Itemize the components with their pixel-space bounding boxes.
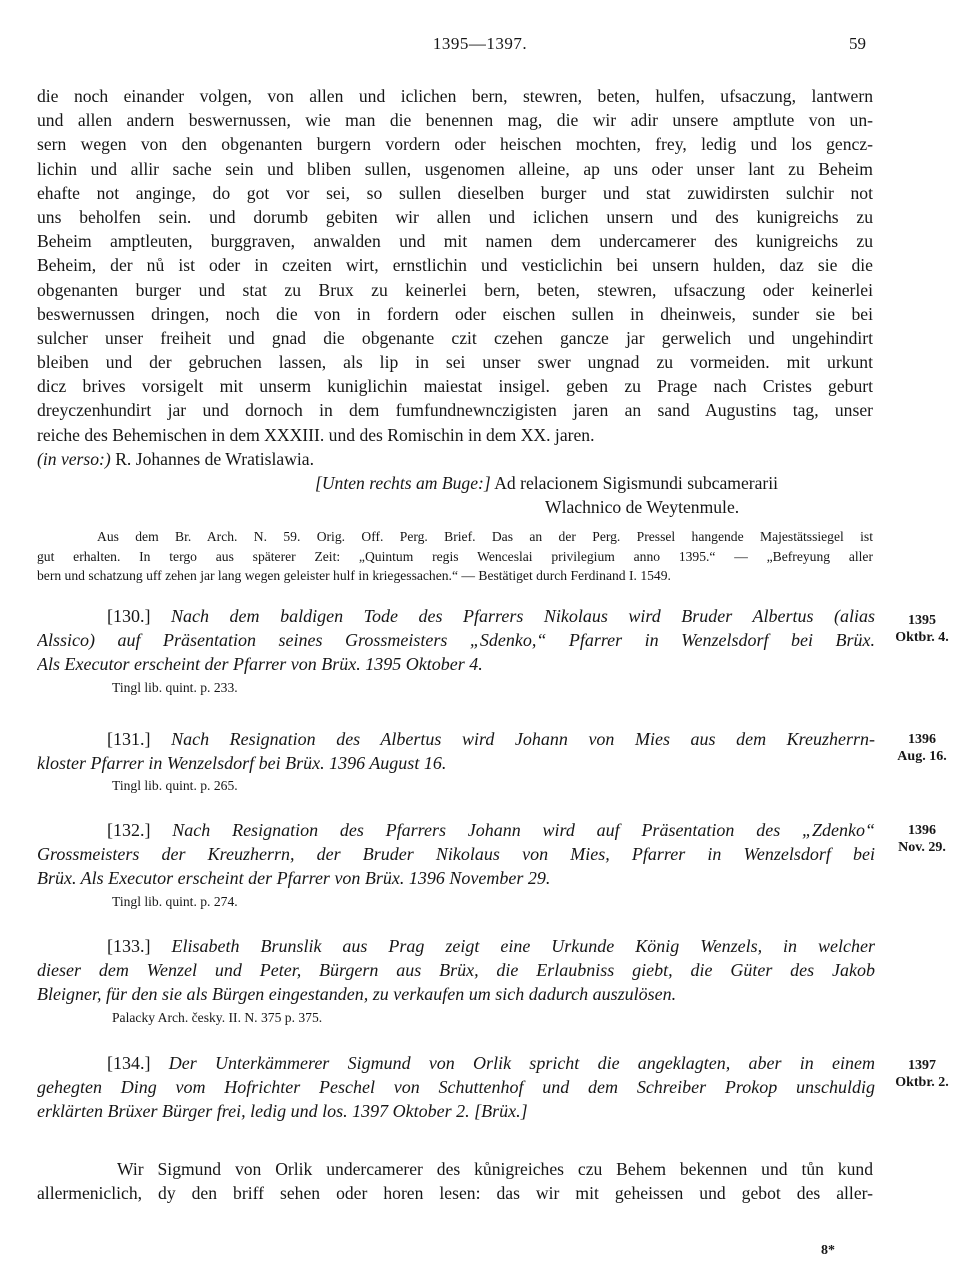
text-line: ehafte not anginge, do got vor sei, so sullen dieselben burger und stat zuwidirsten sulchir not <box>37 182 873 203</box>
regest-line: Als Executor erscheint der Pfarrer von Brüx. 1395 Oktober 4. <box>37 654 483 675</box>
regest-132 <box>37 818 875 913</box>
running-header <box>0 34 960 58</box>
margin-day: Oktbr. 4. <box>895 630 949 645</box>
regest-line: [131.] Nach Resignation des Albertus wird Johann von Mies aus dem Kreuzherrn- <box>107 729 875 749</box>
charter-text <box>37 84 873 586</box>
margin-year: 1396 <box>908 823 936 838</box>
regest-number: [134.] <box>107 1053 151 1073</box>
text-line: sulcher unser freiheit und gnad die obgenante czit czehen gancze jar gerwelich und ungehindirt <box>37 327 873 348</box>
page-number: 59 <box>849 34 866 53</box>
margin-date-130 <box>884 612 960 646</box>
text-line: Wir Sigmund von Orlik undercamerer des kůnigreiches czu Behem bekennen und tůn kund <box>117 1159 873 1179</box>
regest-line: [132.] Nach Resignation des Pfarrers Johann wird auf Präsentation des „Zdenko“ <box>107 820 875 840</box>
document-134-text <box>37 1157 873 1205</box>
regest-133 <box>37 934 875 1029</box>
header-years: 1395—1397. <box>432 34 528 53</box>
source-note-line: gut erhalten. In tergo aus späterer Zeit: „Quintum regis Wenceslai privilegium anno 1395.“ — „Befreyung aller <box>37 548 873 564</box>
text-line: allermeniclich, dy den briff sehen oder horen lesen: das wir mit geheissen und gebot des aller- <box>37 1183 873 1204</box>
regest-line: gehegten Ding vom Hofrichter Peschel von Schuttenhof und dem Schreiber Prokop unschuldig <box>37 1077 875 1098</box>
margin-day: Oktbr. 2. <box>895 1075 949 1090</box>
regest-line: [134.] Der Unterkämmerer Sigmund von Orlik spricht die angeklagten, aber in einem <box>107 1053 875 1073</box>
text-line: obgenanten burger und stat zu Brux zu keinerlei bern, beten, stewren, ufsaczung oder keinerlei <box>37 279 873 300</box>
text-line: dicz brives vorsigelt mit unserm kuniglichin maiestat insigel. geben zu Prage nach Cristes geburt <box>37 376 873 397</box>
text-line: beswernussen dringen, noch die von in fordern oder eischen sullen in dheinweis, sunder sie bei <box>37 303 873 324</box>
margin-date-132 <box>884 822 960 856</box>
verso-label: (in verso:) <box>37 448 111 469</box>
regest-130 <box>37 604 875 699</box>
text-line: und allen andern beswernussen, wie man die benennen mag, die wir adir unsere amptlute von un- <box>37 110 873 131</box>
text-line: reiche des Behemischen in dem XXXIII. und des Romischin in dem XX. jaren. <box>37 424 595 445</box>
regest-line: kloster Pfarrer in Wenzelsdorf bei Brüx. 1396 August 16. <box>37 753 447 774</box>
regest-line: [133.] Elisabeth Brunslik aus Prag zeigt eine Urkunde König Wenzels, in welcher <box>107 936 875 956</box>
subscription-line-1 <box>37 471 873 495</box>
text-line: bleiben und der gebruchen lassen, als lip in sei unser swer ungnad zu vormeiden. mit urkunt <box>37 352 873 373</box>
printer-signature-mark: 8* <box>821 1243 835 1258</box>
text-line: dreyczenhundirt jar und dornoch in dem fumfundnewnczigisten jaren an sand Augustins tag, unser <box>37 400 873 421</box>
regest-line: dieser dem Wenzel und Peter, Bürgern aus Brüx, die Erlaubniss giebt, die Güter des Jakob <box>37 960 875 981</box>
regest-number: [133.] <box>107 936 151 956</box>
regest-line: erklärten Brüxer Bürger frei, ledig und los. 1397 Oktober 2. [Brüx.] <box>37 1101 528 1122</box>
text-line: lichin und allir sache sein und bliben sullen, usgenomen alleine, ap uns oder unser lant zu Beheim <box>37 158 873 179</box>
regest-134 <box>37 1051 875 1124</box>
regest-number: [132.] <box>107 820 151 840</box>
margin-date-134 <box>884 1057 960 1091</box>
margin-date-131 <box>884 731 960 765</box>
regest-line: Grossmeisters der Kreuzherrn, der Bruder Nikolaus von Mies, Pfarrer in Wenzelsdorf bei <box>37 844 875 865</box>
regest-line: Bleigner, für den sie als Bürgen eingestanden, zu verkaufen um sich dadurch auszulösen. <box>37 984 677 1005</box>
margin-year: 1396 <box>908 732 936 747</box>
margin-day: Nov. 29. <box>898 840 946 855</box>
source-note-line: Aus dem Br. Arch. N. 59. Orig. Off. Perg. Brief. Das an der Perg. Pressel hangende Majestätssiegel ist <box>97 529 873 545</box>
subscription-label: [Unten rechts am Buge:] <box>315 473 491 493</box>
regest-source: Palacky Arch. česky. II. N. 375 p. 375. <box>112 1009 323 1025</box>
regest-131 <box>37 727 875 797</box>
regest-number: [131.] <box>107 729 151 749</box>
regest-number: [130.] <box>107 606 151 626</box>
text-line: Beheim amptleuten, burggraven, anwalden und mit namen dem undercamerer des kunigreichs zu <box>37 231 873 252</box>
text-line: Beheim, der nů ist oder in czeiten wirt, ernstlichin und vesticlichin bei unsern hulden, daz sie die <box>37 255 873 276</box>
text-line: uns beholfen sein. und dorumb gebiten wir allen und iclichen unsern und des kunigreichs zu <box>37 206 873 227</box>
regest-source: Tingl lib. quint. p. 265. <box>112 778 238 794</box>
regest-line: Brüx. Als Executor erscheint der Pfarrer von Brüx. 1396 November 29. <box>37 868 551 889</box>
regest-source: Tingl lib. quint. p. 274. <box>112 893 238 909</box>
verso-line <box>37 447 873 471</box>
subscription-line-2: Wlachnico de Weytenmule. <box>545 497 740 518</box>
margin-year: 1397 <box>908 1058 936 1073</box>
verso-text: R. Johannes de Wratislawia. <box>115 448 314 469</box>
margin-day: Aug. 16. <box>897 749 947 764</box>
regest-source: Tingl lib. quint. p. 233. <box>112 679 238 695</box>
regest-line: [130.] Nach dem baldigen Tode des Pfarrers Nikolaus wird Bruder Albertus (alias <box>107 606 875 626</box>
margin-year: 1395 <box>908 613 936 628</box>
text-line: sern wegen von den obgenanten burgern vordern oder heischen mochten, frey, ledig und los gencz- <box>37 134 873 155</box>
subscription-text-1: Ad relacionem Sigismundi subcamerarii <box>494 473 779 493</box>
text-line: die noch einander volgen, von allen und iclichen bern, stewren, beten, hulfen, ufsaczung, lantwern <box>37 86 873 106</box>
regest-line: Alssico) auf Präsentation seines Grossmeisters „Sdenko,“ Pfarrer in Wenzelsdorf bei Brüx. <box>37 630 875 651</box>
source-note-line: bern und schatzung uff zehen jar lang wegen geleister hulf in kriegessachen.“ — Bestätiget durch Ferdinand I. 1549. <box>37 568 671 584</box>
